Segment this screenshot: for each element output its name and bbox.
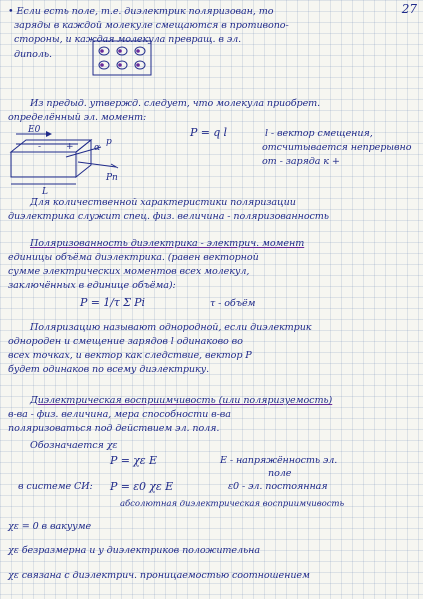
text-line: Поляризованность диэлектрика - электрич. момент	[30, 238, 305, 249]
text-line: всех точках, и вектор как следствие, вектор P	[8, 350, 252, 361]
text-line: поле	[268, 468, 292, 479]
text-line: χε безразмерна и у диэлектриков положительна	[8, 545, 260, 556]
text-line: отсчитывается непрерывно	[262, 142, 412, 153]
l-label: L	[42, 187, 48, 197]
text-line: χε связана с диэлектрич. проницаемостью соотношением	[8, 570, 310, 581]
text-line: сумме электрических моментов всех молекул,	[8, 266, 250, 277]
text-line: τ - объём	[210, 298, 256, 309]
text-line: стороны, и каждая молекула превращ. в эл.	[14, 34, 242, 45]
text-line: E - напряжённость эл.	[220, 455, 338, 466]
si-formula: P = ε0 χε E	[110, 480, 174, 493]
text-line: от - заряда к +	[262, 156, 340, 167]
text-line: • Если есть поле, т.е. диэлектрик поляризован, то	[8, 6, 274, 17]
text-line: Диэлектрическая восприимчивость (или поляризуемость)	[30, 395, 333, 406]
p-label: p	[106, 137, 112, 147]
page-number: 27	[401, 2, 417, 16]
text-line: определённый эл. момент:	[8, 112, 147, 123]
text-line: диэлектрика служит спец. физ. величина - поляризованность	[8, 211, 329, 222]
text-line: однороден и смещение зарядов l одинаково во	[8, 336, 243, 347]
plus-label: +	[66, 142, 74, 152]
text-line: диполь.	[14, 49, 52, 60]
dipole-moment-formula: P = q l	[190, 126, 227, 139]
text-line: в системе СИ:	[18, 481, 93, 492]
e0-label: E0	[28, 125, 41, 135]
text-line: будет одинаков по всему диэлектрику.	[8, 364, 210, 375]
alpha-label: α	[94, 143, 101, 153]
text-line: Поляризацию называют однородной, если диэлектрик	[30, 322, 312, 333]
text-line: Из предыд. утвержд. следует, что молекула приобрет.	[30, 98, 321, 109]
text-line: ε0 - эл. постоянная	[228, 481, 328, 492]
polarization-formula: P = 1/τ Σ Pi	[80, 296, 145, 309]
text-line: Для количественной характеристики поляризации	[30, 197, 296, 208]
text-line: заряды в каждой молекуле смещаются в противопо-	[14, 20, 289, 31]
text-line: поляризоваться под действием эл. поля.	[8, 423, 220, 434]
text-line: χε = 0 в вакууме	[8, 521, 92, 532]
text-line: абсолютная диэлектрическая восприимчивость	[120, 499, 345, 509]
text-line: Обозначается χε	[30, 440, 118, 451]
dielectric-slab-diagram	[6, 122, 156, 197]
text-line: l - вектор смещения,	[265, 128, 373, 139]
dipole-grid-figure	[92, 40, 152, 76]
text-line: заключённых в единице объёма):	[8, 280, 176, 291]
text-line: в-ва - физ. величина, мера способности в-ва	[8, 409, 231, 420]
text-line: единицы объёма диэлектрика. (равен векторной	[8, 252, 259, 263]
minus-label: -	[38, 142, 42, 152]
pn-label: Pn	[106, 173, 118, 183]
susceptibility-formula: P = χε E	[110, 454, 157, 467]
